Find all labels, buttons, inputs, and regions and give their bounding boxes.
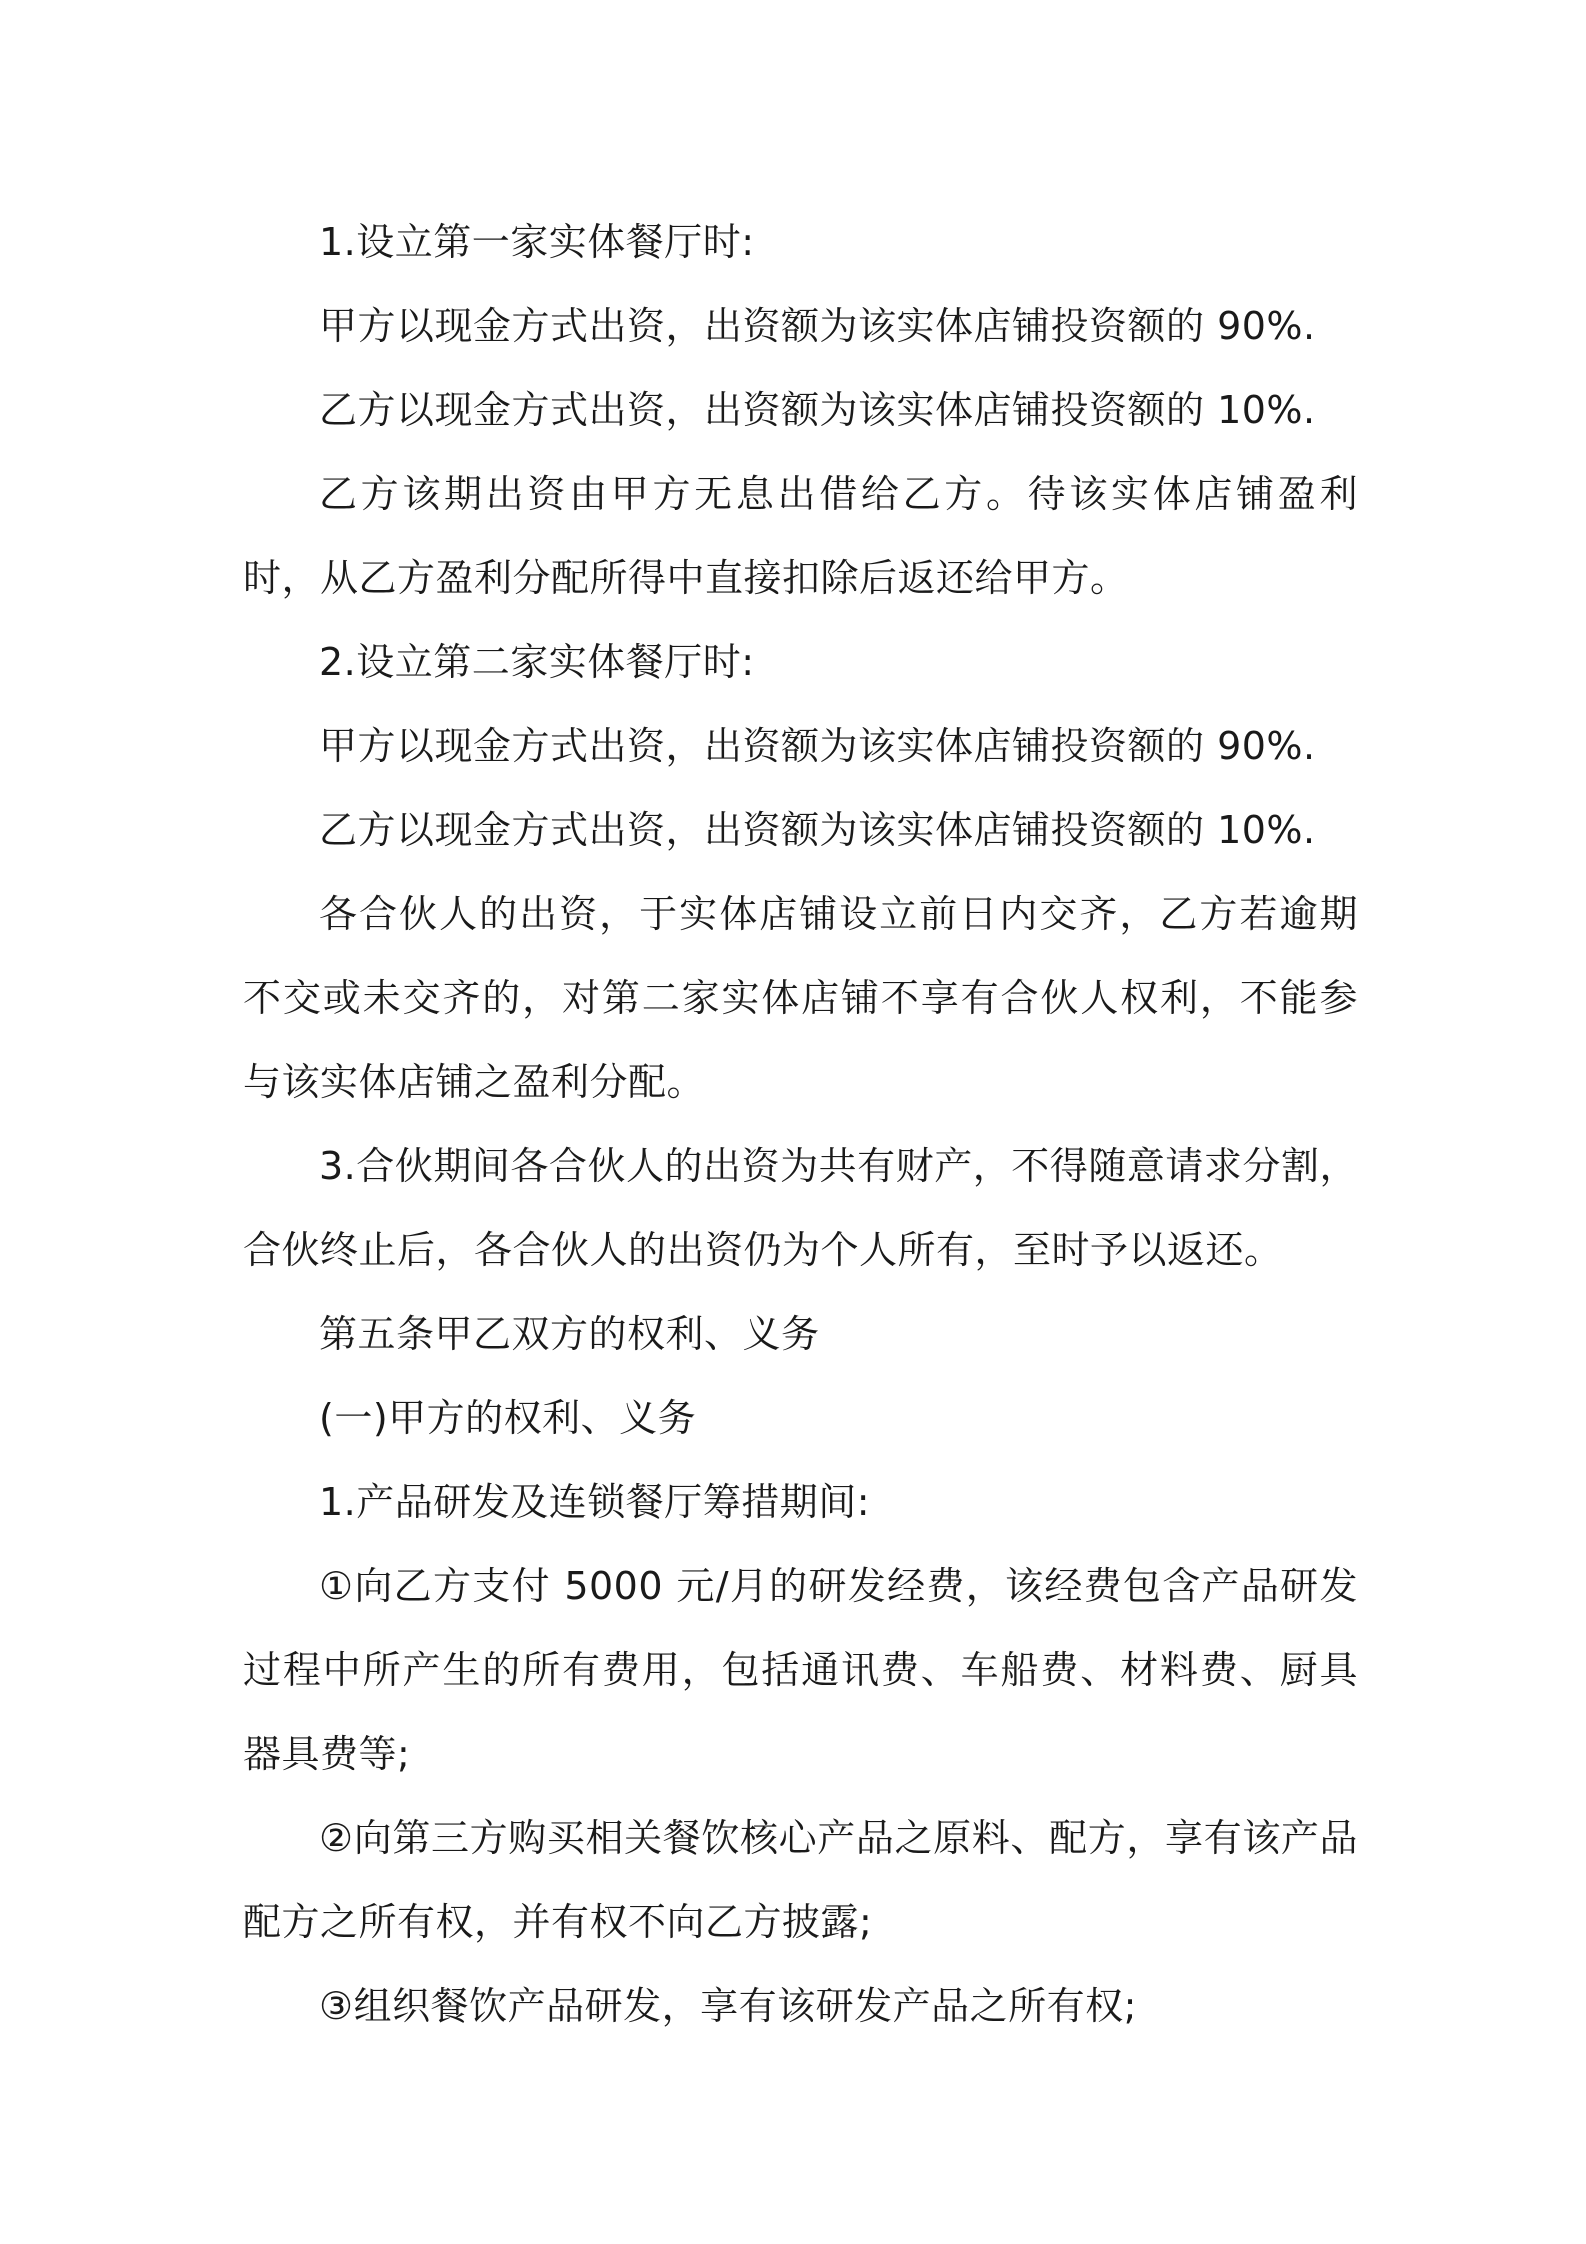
paragraph-second-restaurant-heading: 2.设立第二家实体餐厅时: [319, 640, 755, 684]
list-item-recipe-purchase: ②向第三方购买相关餐饮核心产品之原料、配方，享有该产品配方之所有权，并有权不向乙方披露; [243, 1816, 1358, 1944]
paragraph-loan-repayment: 乙方该期出资由甲方无息出借给乙方。待该实体店铺盈利时，从乙方盈利分配所得中直接扣除后返还给甲方。 [243, 472, 1358, 600]
paragraph-party-a-contribution-2: 甲方以现金方式出资，出资额为该实体店铺投资额的 90%. [319, 724, 1316, 768]
paragraph-first-restaurant-heading: 1.设立第一家实体餐厅时: [319, 220, 755, 264]
list-item-rd-funding: ①向乙方支付 5000 元/月的研发经费，该经费包含产品研发过程中所产生的所有费用，包括通讯费、车船费、材料费、厨具器具费等; [243, 1564, 1358, 1776]
paragraph-party-b-contribution-2: 乙方以现金方式出资，出资额为该实体店铺投资额的 10%. [319, 808, 1316, 852]
article-five-heading: 第五条甲乙双方的权利、义务 [319, 1312, 820, 1356]
list-item-product-development: ③组织餐饮产品研发，享有该研发产品之所有权; [319, 1984, 1137, 2028]
document-body [243, 200, 1358, 2048]
paragraph-party-a-contribution-1: 甲方以现金方式出资，出资额为该实体店铺投资额的 90%. [319, 304, 1316, 348]
section-party-a-heading: (一)甲方的权利、义务 [319, 1396, 697, 1440]
paragraph-party-b-contribution-1: 乙方以现金方式出资，出资额为该实体店铺投资额的 10%. [319, 388, 1316, 432]
paragraph-common-property: 3.合伙期间各合伙人的出资为共有财产，不得随意请求分割，合伙终止后，各合伙人的出资仍为个人所有，至时予以返还。 [243, 1144, 1358, 1272]
paragraph-rd-period-heading: 1.产品研发及连锁餐厅筹措期间: [319, 1480, 871, 1524]
paragraph-contribution-deadline: 各合伙人的出资，于实体店铺设立前日内交齐，乙方若逾期不交或未交齐的，对第二家实体店铺不享有合伙人权利，不能参与该实体店铺之盈利分配。 [243, 892, 1358, 1104]
